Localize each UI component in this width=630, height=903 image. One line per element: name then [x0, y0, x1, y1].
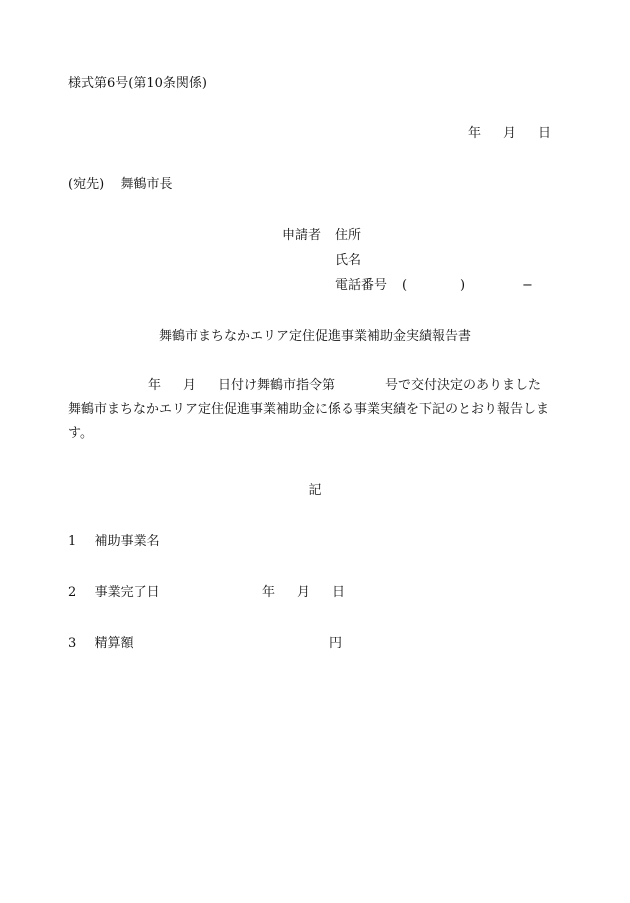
item-3-unit: 円	[329, 636, 343, 651]
date-line	[468, 127, 551, 140]
phone-close-paren: )	[460, 278, 466, 293]
item-1-label: 補助事業名	[94, 534, 160, 549]
item-2-month: 月	[297, 585, 311, 600]
item-2-day: 日	[332, 585, 346, 600]
applicant-address-label: 住所	[335, 228, 362, 243]
item-3-label: 精算額	[94, 636, 134, 651]
body-line-2: 舞鶴市まちなかエリア定住促進事業補助金に係る事業実績を下記のとおり報告しま	[68, 402, 550, 417]
item-2	[68, 586, 160, 599]
date-year: 年	[468, 126, 482, 141]
body-number-part: 号で交付決定のありました	[385, 378, 542, 393]
body-year: 年	[148, 378, 162, 393]
document-title: 舞鶴市まちなかエリア定住促進事業補助金実績報告書	[158, 329, 471, 344]
item-1-num: 1	[68, 534, 77, 549]
addressee-name: 舞鶴市長	[120, 177, 173, 192]
body-paragraph	[68, 374, 568, 446]
body-line-3: す。	[68, 426, 93, 441]
addressee	[68, 178, 172, 191]
applicant-name-label: 氏名	[335, 253, 362, 268]
date-day: 日	[538, 126, 552, 141]
applicant-label: 申請者	[282, 228, 322, 243]
item-2-year: 年	[262, 585, 276, 600]
item-2-date	[262, 586, 345, 599]
ki-heading: 記	[308, 483, 322, 498]
form-number: 様式第6号(第10条関係)	[68, 76, 207, 91]
addressee-prefix: (宛先)	[68, 177, 105, 192]
item-2-num: 2	[68, 585, 77, 600]
body-day-part: 日付け舞鶴市指令第	[218, 378, 336, 393]
phone-dash: −	[522, 278, 533, 293]
body-month: 月	[183, 378, 197, 393]
applicant-phone-label: 電話番号	[335, 278, 388, 293]
date-month: 月	[503, 126, 517, 141]
item-1	[68, 535, 160, 548]
item-3	[68, 637, 134, 650]
item-3-num: 3	[68, 636, 77, 651]
phone-open-paren: (	[402, 278, 408, 293]
item-2-label: 事業完了日	[94, 585, 160, 600]
